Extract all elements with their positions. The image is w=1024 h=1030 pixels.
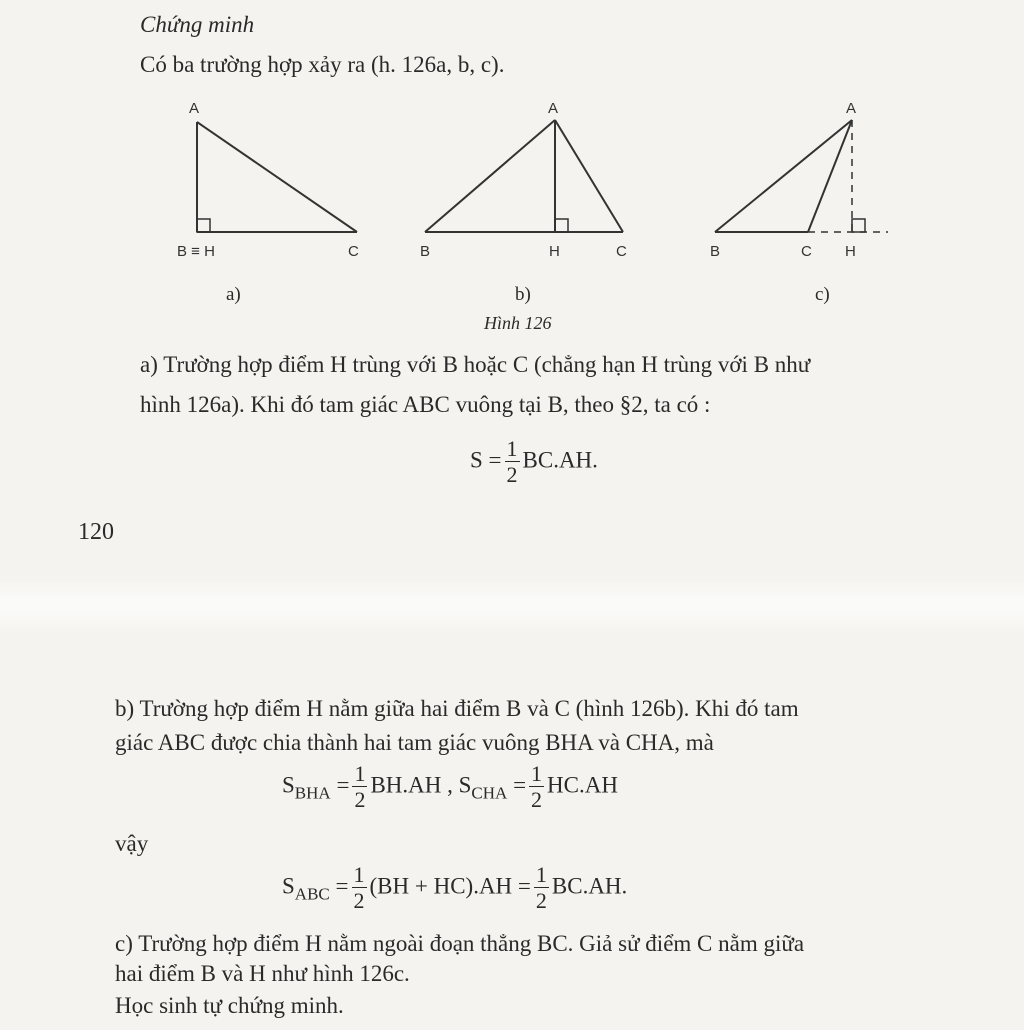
b-label-A: A: [548, 100, 559, 117]
sub-bha: BHA: [294, 783, 331, 803]
fraction-half: $\frac{1}{2}$: [506, 436, 518, 487]
b-label-B: B: [420, 243, 431, 260]
figure-caption: Hình 126: [484, 313, 552, 333]
case-b-line2: giác ABC được chia thành hai tam giác vuông BHA và CHA, mà: [115, 730, 714, 755]
case-b-line1: b) Trường hợp điểm H nằm giữa hai điểm B và C (hình 126b). Khi đó tam: [115, 696, 799, 721]
c-label-A: A: [846, 100, 857, 117]
proof-heading: Chứng minh: [140, 12, 255, 37]
sub-cha: CHA: [471, 783, 508, 803]
page-divider: [0, 575, 1024, 635]
b-label-H: H: [549, 243, 560, 260]
page-number: 120: [78, 519, 114, 545]
a-label-A: A: [189, 100, 200, 117]
fraction-half: $\frac{1}{2}$: [353, 862, 365, 913]
formula-a-left: S =: [470, 447, 502, 473]
formula-a-right: BC.AH.: [522, 447, 598, 473]
case-a-line1: a) Trường hợp điểm H trùng với B hoặc C (chẳng hạn H trùng với B như: [140, 352, 811, 377]
a-label-C: C: [348, 243, 359, 260]
sublabel-c: c): [815, 284, 830, 305]
triangle-b: [425, 120, 623, 232]
sub-abc: ABC: [294, 884, 330, 904]
fraction-half: $\frac{1}{2}$: [354, 761, 366, 812]
sublabel-b: b): [515, 284, 531, 305]
triangle-a: [197, 122, 357, 232]
intro-text: Có ba trường hợp xảy ra (h. 126a, b, c).: [140, 52, 505, 77]
b-label-C: C: [616, 243, 627, 260]
case-c-line1: c) Trường hợp điểm H nằm ngoài đoạn thẳng BC. Giả sử điểm C nằm giữa: [115, 931, 805, 956]
a-label-BH: B ≡ H: [177, 243, 215, 260]
formula-b: $S_{BHA}$ = $\frac{1}{2}$ BH.AH , $S_{CHA}$ = $\frac{1}{2}$ HC.AH: [282, 761, 618, 812]
c-label-C: C: [801, 243, 812, 260]
fraction-half: $\frac{1}{2}$: [535, 862, 547, 913]
figure-126: [160, 95, 920, 310]
formula-abc: $S_{ABC}$ = $\frac{1}{2}$ (BH + HC).AH = $\frac{1}{2}$ BC.AH.: [282, 862, 628, 913]
case-c-line2: hai điểm B và H như hình 126c.: [115, 961, 410, 986]
fraction-half: $\frac{1}{2}$: [531, 761, 543, 812]
c-label-H: H: [845, 243, 856, 260]
vay-text: vậy: [115, 831, 149, 856]
case-a-line2: hình 126a). Khi đó tam giác ABC vuông tại B, theo §2, ta có :: [140, 392, 711, 417]
case-c-line3: Học sinh tự chứng minh.: [115, 993, 344, 1018]
sublabel-a: a): [226, 284, 241, 305]
c-label-B: B: [710, 243, 721, 260]
triangle-c: [715, 120, 888, 232]
formula-a: [470, 438, 598, 486]
